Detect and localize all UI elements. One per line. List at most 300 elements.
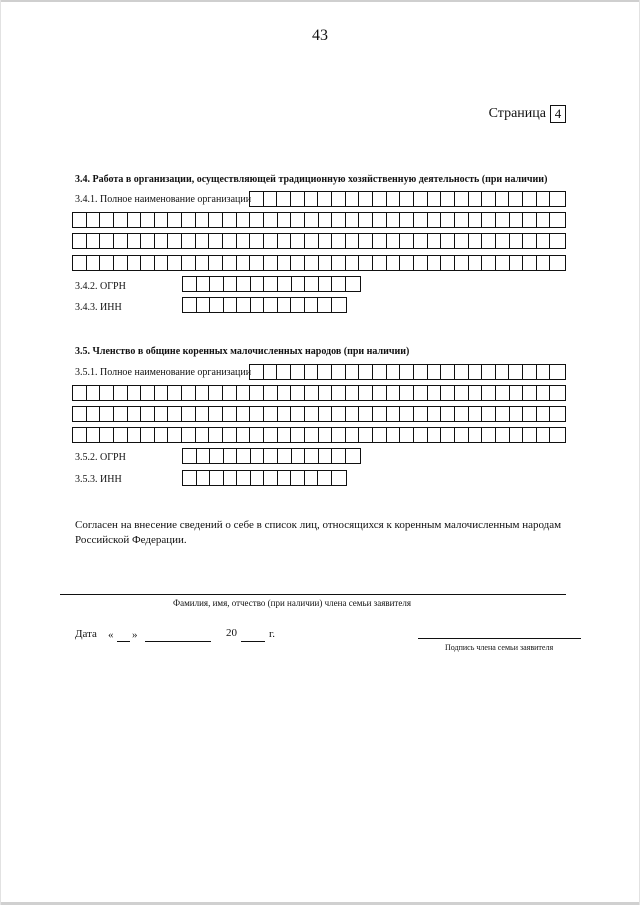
input-cell[interactable] xyxy=(332,256,346,270)
input-cell[interactable] xyxy=(305,192,319,206)
input-cell[interactable] xyxy=(264,449,278,463)
input-cell[interactable] xyxy=(291,365,305,379)
input-cell[interactable] xyxy=(210,277,224,291)
input-cell[interactable] xyxy=(387,407,401,421)
input-cell[interactable] xyxy=(87,256,101,270)
input-cell[interactable] xyxy=(332,192,346,206)
input-cell[interactable] xyxy=(182,386,196,400)
input-cell[interactable] xyxy=(359,192,373,206)
input-cell[interactable] xyxy=(359,213,373,227)
input-cell[interactable] xyxy=(523,213,537,227)
input-cell[interactable] xyxy=(223,386,237,400)
input-cell[interactable] xyxy=(318,365,332,379)
input-cell[interactable] xyxy=(155,386,169,400)
input-cell[interactable] xyxy=(318,298,332,312)
input-cell[interactable] xyxy=(168,386,182,400)
input-cell[interactable] xyxy=(550,386,564,400)
input-cell[interactable] xyxy=(550,213,564,227)
input-cell[interactable] xyxy=(237,471,251,485)
input-cell[interactable] xyxy=(414,234,428,248)
input-cell[interactable] xyxy=(305,256,319,270)
input-cell[interactable] xyxy=(128,386,142,400)
input-cell[interactable] xyxy=(510,256,524,270)
input-cell[interactable] xyxy=(332,213,346,227)
input-cell[interactable] xyxy=(224,449,238,463)
input-cell[interactable] xyxy=(197,449,211,463)
input-cell[interactable] xyxy=(441,386,455,400)
input-cell[interactable] xyxy=(550,428,564,442)
input-cell[interactable] xyxy=(73,213,87,227)
input-cell[interactable] xyxy=(278,386,292,400)
input-cell[interactable] xyxy=(237,298,251,312)
input-cell[interactable] xyxy=(537,365,551,379)
input-cell[interactable] xyxy=(73,428,87,442)
input-cell[interactable] xyxy=(523,407,537,421)
date-month-line[interactable] xyxy=(145,641,211,642)
input-cell[interactable] xyxy=(550,192,564,206)
input-cell[interactable] xyxy=(251,277,265,291)
input-cell[interactable] xyxy=(277,192,291,206)
input-cell[interactable] xyxy=(482,428,496,442)
input-cell[interactable] xyxy=(332,407,346,421)
input-cell[interactable] xyxy=(278,407,292,421)
input-cell[interactable] xyxy=(291,298,305,312)
input-cell[interactable] xyxy=(87,428,101,442)
input-cell[interactable] xyxy=(73,407,87,421)
input-cell[interactable] xyxy=(73,234,87,248)
input-cell[interactable] xyxy=(346,277,360,291)
input-cell[interactable] xyxy=(155,256,169,270)
input-cell[interactable] xyxy=(264,386,278,400)
input-cell[interactable] xyxy=(510,213,524,227)
input-cell[interactable] xyxy=(428,386,442,400)
input-cell[interactable] xyxy=(400,428,414,442)
input-cell[interactable] xyxy=(168,256,182,270)
input-cell[interactable] xyxy=(264,428,278,442)
input-cell[interactable] xyxy=(141,256,155,270)
input-cell[interactable] xyxy=(482,213,496,227)
input-cell[interactable] xyxy=(373,192,387,206)
input-cell[interactable] xyxy=(155,407,169,421)
input-cell[interactable] xyxy=(373,386,387,400)
input-cell[interactable] xyxy=(291,407,305,421)
input-cell[interactable] xyxy=(197,298,211,312)
input-cell[interactable] xyxy=(237,277,251,291)
input-cell[interactable] xyxy=(441,365,455,379)
input-cell[interactable] xyxy=(387,365,401,379)
input-cell[interactable] xyxy=(455,256,469,270)
input-cell[interactable] xyxy=(387,428,401,442)
input-cell[interactable] xyxy=(332,449,346,463)
input-cell[interactable] xyxy=(428,192,442,206)
input-cell[interactable] xyxy=(469,428,483,442)
input-cell[interactable] xyxy=(455,386,469,400)
input-cell[interactable] xyxy=(346,428,360,442)
input-cell[interactable] xyxy=(332,298,346,312)
input-cell[interactable] xyxy=(496,234,510,248)
input-cell[interactable] xyxy=(346,256,360,270)
input-cell[interactable] xyxy=(359,234,373,248)
input-cell[interactable] xyxy=(496,256,510,270)
input-cell[interactable] xyxy=(128,407,142,421)
input-cell[interactable] xyxy=(223,256,237,270)
input-cell[interactable] xyxy=(87,234,101,248)
input-cell[interactable] xyxy=(400,192,414,206)
input-cell[interactable] xyxy=(305,298,319,312)
input-cell[interactable] xyxy=(414,386,428,400)
input-cell[interactable] xyxy=(291,192,305,206)
input-cell[interactable] xyxy=(141,234,155,248)
input-cell[interactable] xyxy=(346,386,360,400)
input-cell[interactable] xyxy=(359,428,373,442)
input-cell[interactable] xyxy=(428,407,442,421)
input-cell[interactable] xyxy=(114,256,128,270)
input-cell[interactable] xyxy=(509,365,523,379)
input-cell[interactable] xyxy=(428,234,442,248)
input-cell[interactable] xyxy=(237,256,251,270)
input-cell[interactable] xyxy=(319,449,333,463)
input-cell[interactable] xyxy=(128,428,142,442)
input-cell[interactable] xyxy=(319,234,333,248)
input-cell[interactable] xyxy=(291,213,305,227)
input-cell[interactable] xyxy=(387,213,401,227)
input-cell[interactable] xyxy=(332,386,346,400)
input-cell[interactable] xyxy=(278,449,292,463)
input-cell[interactable] xyxy=(182,213,196,227)
input-cell[interactable] xyxy=(496,192,510,206)
input-cell[interactable] xyxy=(237,449,251,463)
input-cell[interactable] xyxy=(292,449,306,463)
input-cell[interactable] xyxy=(237,213,251,227)
input-cell[interactable] xyxy=(428,428,442,442)
input-cell[interactable] xyxy=(209,213,223,227)
section-35-name-row-2[interactable] xyxy=(72,385,566,401)
input-cell[interactable] xyxy=(509,192,523,206)
section-35-inn-cells[interactable] xyxy=(182,470,347,486)
input-cell[interactable] xyxy=(141,213,155,227)
input-cell[interactable] xyxy=(455,365,469,379)
input-cell[interactable] xyxy=(128,256,142,270)
section-34-name-row-4[interactable] xyxy=(72,255,566,271)
input-cell[interactable] xyxy=(537,428,551,442)
input-cell[interactable] xyxy=(141,386,155,400)
input-cell[interactable] xyxy=(428,213,442,227)
input-cell[interactable] xyxy=(441,256,455,270)
input-cell[interactable] xyxy=(455,234,469,248)
input-cell[interactable] xyxy=(291,386,305,400)
input-cell[interactable] xyxy=(441,213,455,227)
input-cell[interactable] xyxy=(196,213,210,227)
input-cell[interactable] xyxy=(209,407,223,421)
input-cell[interactable] xyxy=(210,298,224,312)
input-cell[interactable] xyxy=(182,428,196,442)
input-cell[interactable] xyxy=(114,407,128,421)
input-cell[interactable] xyxy=(346,365,360,379)
input-cell[interactable] xyxy=(264,277,278,291)
input-cell[interactable] xyxy=(251,298,265,312)
input-cell[interactable] xyxy=(318,192,332,206)
input-cell[interactable] xyxy=(278,213,292,227)
input-cell[interactable] xyxy=(373,234,387,248)
input-cell[interactable] xyxy=(359,386,373,400)
input-cell[interactable] xyxy=(250,213,264,227)
input-cell[interactable] xyxy=(291,256,305,270)
input-cell[interactable] xyxy=(196,234,210,248)
input-cell[interactable] xyxy=(373,213,387,227)
input-cell[interactable] xyxy=(224,298,238,312)
input-cell[interactable] xyxy=(278,428,292,442)
input-cell[interactable] xyxy=(510,234,524,248)
input-cell[interactable] xyxy=(441,234,455,248)
input-cell[interactable] xyxy=(305,449,319,463)
input-cell[interactable] xyxy=(496,407,510,421)
input-cell[interactable] xyxy=(264,213,278,227)
input-cell[interactable] xyxy=(73,256,87,270)
input-cell[interactable] xyxy=(182,256,196,270)
input-cell[interactable] xyxy=(400,386,414,400)
input-cell[interactable] xyxy=(455,192,469,206)
input-cell[interactable] xyxy=(332,428,346,442)
input-cell[interactable] xyxy=(414,192,428,206)
input-cell[interactable] xyxy=(523,365,537,379)
input-cell[interactable] xyxy=(196,428,210,442)
input-cell[interactable] xyxy=(387,386,401,400)
input-cell[interactable] xyxy=(550,256,564,270)
input-cell[interactable] xyxy=(496,213,510,227)
input-cell[interactable] xyxy=(414,213,428,227)
input-cell[interactable] xyxy=(305,428,319,442)
input-cell[interactable] xyxy=(183,277,197,291)
input-cell[interactable] xyxy=(332,471,346,485)
input-cell[interactable] xyxy=(319,428,333,442)
input-cell[interactable] xyxy=(114,386,128,400)
input-cell[interactable] xyxy=(73,386,87,400)
input-cell[interactable] xyxy=(455,407,469,421)
input-cell[interactable] xyxy=(523,192,537,206)
input-cell[interactable] xyxy=(197,277,211,291)
input-cell[interactable] xyxy=(359,256,373,270)
input-cell[interactable] xyxy=(237,407,251,421)
input-cell[interactable] xyxy=(237,386,251,400)
input-cell[interactable] xyxy=(264,298,278,312)
input-cell[interactable] xyxy=(537,213,551,227)
input-cell[interactable] xyxy=(482,234,496,248)
input-cell[interactable] xyxy=(197,471,211,485)
input-cell[interactable] xyxy=(224,471,238,485)
input-cell[interactable] xyxy=(168,234,182,248)
input-cell[interactable] xyxy=(469,192,483,206)
input-cell[interactable] xyxy=(264,192,278,206)
input-cell[interactable] xyxy=(278,471,292,485)
input-cell[interactable] xyxy=(291,428,305,442)
input-cell[interactable] xyxy=(278,234,292,248)
input-cell[interactable] xyxy=(319,277,333,291)
input-cell[interactable] xyxy=(100,407,114,421)
section-34-name-row-1[interactable] xyxy=(249,191,566,207)
input-cell[interactable] xyxy=(400,256,414,270)
section-35-name-row-4[interactable] xyxy=(72,427,566,443)
input-cell[interactable] xyxy=(114,428,128,442)
signature-line[interactable] xyxy=(418,638,581,639)
input-cell[interactable] xyxy=(482,386,496,400)
input-cell[interactable] xyxy=(387,192,401,206)
input-cell[interactable] xyxy=(523,256,537,270)
input-cell[interactable] xyxy=(209,428,223,442)
section-34-name-row-2[interactable] xyxy=(72,212,566,228)
input-cell[interactable] xyxy=(400,234,414,248)
input-cell[interactable] xyxy=(250,256,264,270)
input-cell[interactable] xyxy=(319,256,333,270)
input-cell[interactable] xyxy=(332,277,346,291)
input-cell[interactable] xyxy=(441,192,455,206)
input-cell[interactable] xyxy=(277,365,291,379)
input-cell[interactable] xyxy=(209,256,223,270)
input-cell[interactable] xyxy=(373,428,387,442)
input-cell[interactable] xyxy=(469,234,483,248)
section-34-ogrn-cells[interactable] xyxy=(182,276,361,292)
input-cell[interactable] xyxy=(168,407,182,421)
input-cell[interactable] xyxy=(305,213,319,227)
input-cell[interactable] xyxy=(250,192,264,206)
input-cell[interactable] xyxy=(155,428,169,442)
input-cell[interactable] xyxy=(346,449,360,463)
input-cell[interactable] xyxy=(168,428,182,442)
input-cell[interactable] xyxy=(155,234,169,248)
input-cell[interactable] xyxy=(441,428,455,442)
input-cell[interactable] xyxy=(251,471,265,485)
input-cell[interactable] xyxy=(482,407,496,421)
input-cell[interactable] xyxy=(278,256,292,270)
input-cell[interactable] xyxy=(305,471,319,485)
input-cell[interactable] xyxy=(469,256,483,270)
input-cell[interactable] xyxy=(346,192,360,206)
input-cell[interactable] xyxy=(387,234,401,248)
input-cell[interactable] xyxy=(291,234,305,248)
input-cell[interactable] xyxy=(100,428,114,442)
input-cell[interactable] xyxy=(141,407,155,421)
input-cell[interactable] xyxy=(469,407,483,421)
input-cell[interactable] xyxy=(224,277,238,291)
input-cell[interactable] xyxy=(223,428,237,442)
input-cell[interactable] xyxy=(237,428,251,442)
input-cell[interactable] xyxy=(373,407,387,421)
input-cell[interactable] xyxy=(469,386,483,400)
input-cell[interactable] xyxy=(387,256,401,270)
input-cell[interactable] xyxy=(400,213,414,227)
date-day-line[interactable] xyxy=(117,641,130,642)
input-cell[interactable] xyxy=(414,428,428,442)
input-cell[interactable] xyxy=(496,428,510,442)
input-cell[interactable] xyxy=(469,365,483,379)
input-cell[interactable] xyxy=(523,234,537,248)
input-cell[interactable] xyxy=(250,428,264,442)
input-cell[interactable] xyxy=(441,407,455,421)
input-cell[interactable] xyxy=(305,234,319,248)
input-cell[interactable] xyxy=(523,428,537,442)
input-cell[interactable] xyxy=(537,192,551,206)
input-cell[interactable] xyxy=(346,407,360,421)
input-cell[interactable] xyxy=(209,234,223,248)
input-cell[interactable] xyxy=(496,365,510,379)
input-cell[interactable] xyxy=(319,407,333,421)
input-cell[interactable] xyxy=(100,213,114,227)
section-34-inn-cells[interactable] xyxy=(182,297,347,313)
input-cell[interactable] xyxy=(455,428,469,442)
input-cell[interactable] xyxy=(278,277,292,291)
section-35-name-row-3[interactable] xyxy=(72,406,566,422)
input-cell[interactable] xyxy=(128,234,142,248)
input-cell[interactable] xyxy=(537,256,551,270)
section-35-ogrn-cells[interactable] xyxy=(182,448,361,464)
input-cell[interactable] xyxy=(100,234,114,248)
input-cell[interactable] xyxy=(400,365,414,379)
input-cell[interactable] xyxy=(373,365,387,379)
input-cell[interactable] xyxy=(87,407,101,421)
input-cell[interactable] xyxy=(332,365,346,379)
input-cell[interactable] xyxy=(291,471,305,485)
input-cell[interactable] xyxy=(196,407,210,421)
input-cell[interactable] xyxy=(482,192,496,206)
input-cell[interactable] xyxy=(550,365,564,379)
input-cell[interactable] xyxy=(455,213,469,227)
input-cell[interactable] xyxy=(182,234,196,248)
input-cell[interactable] xyxy=(264,256,278,270)
input-cell[interactable] xyxy=(318,471,332,485)
input-cell[interactable] xyxy=(264,407,278,421)
input-cell[interactable] xyxy=(359,407,373,421)
input-cell[interactable] xyxy=(264,365,278,379)
input-cell[interactable] xyxy=(510,407,524,421)
input-cell[interactable] xyxy=(482,365,496,379)
input-cell[interactable] xyxy=(332,234,346,248)
section-35-name-row-1[interactable] xyxy=(249,364,566,380)
input-cell[interactable] xyxy=(523,386,537,400)
input-cell[interactable] xyxy=(496,386,510,400)
input-cell[interactable] xyxy=(305,407,319,421)
input-cell[interactable] xyxy=(537,386,551,400)
input-cell[interactable] xyxy=(428,365,442,379)
fio-line[interactable] xyxy=(60,594,566,595)
input-cell[interactable] xyxy=(305,386,319,400)
input-cell[interactable] xyxy=(183,471,197,485)
input-cell[interactable] xyxy=(346,234,360,248)
input-cell[interactable] xyxy=(251,449,265,463)
input-cell[interactable] xyxy=(469,213,483,227)
input-cell[interactable] xyxy=(223,213,237,227)
input-cell[interactable] xyxy=(100,386,114,400)
date-year-line[interactable] xyxy=(241,641,265,642)
input-cell[interactable] xyxy=(114,234,128,248)
input-cell[interactable] xyxy=(87,386,101,400)
input-cell[interactable] xyxy=(128,213,142,227)
input-cell[interactable] xyxy=(250,365,264,379)
input-cell[interactable] xyxy=(237,234,251,248)
input-cell[interactable] xyxy=(264,234,278,248)
input-cell[interactable] xyxy=(482,256,496,270)
input-cell[interactable] xyxy=(264,471,278,485)
input-cell[interactable] xyxy=(196,256,210,270)
input-cell[interactable] xyxy=(550,234,564,248)
input-cell[interactable] xyxy=(414,365,428,379)
input-cell[interactable] xyxy=(168,213,182,227)
input-cell[interactable] xyxy=(292,277,306,291)
input-cell[interactable] xyxy=(359,365,373,379)
input-cell[interactable] xyxy=(114,213,128,227)
input-cell[interactable] xyxy=(250,386,264,400)
input-cell[interactable] xyxy=(196,386,210,400)
input-cell[interactable] xyxy=(210,449,224,463)
input-cell[interactable] xyxy=(537,234,551,248)
